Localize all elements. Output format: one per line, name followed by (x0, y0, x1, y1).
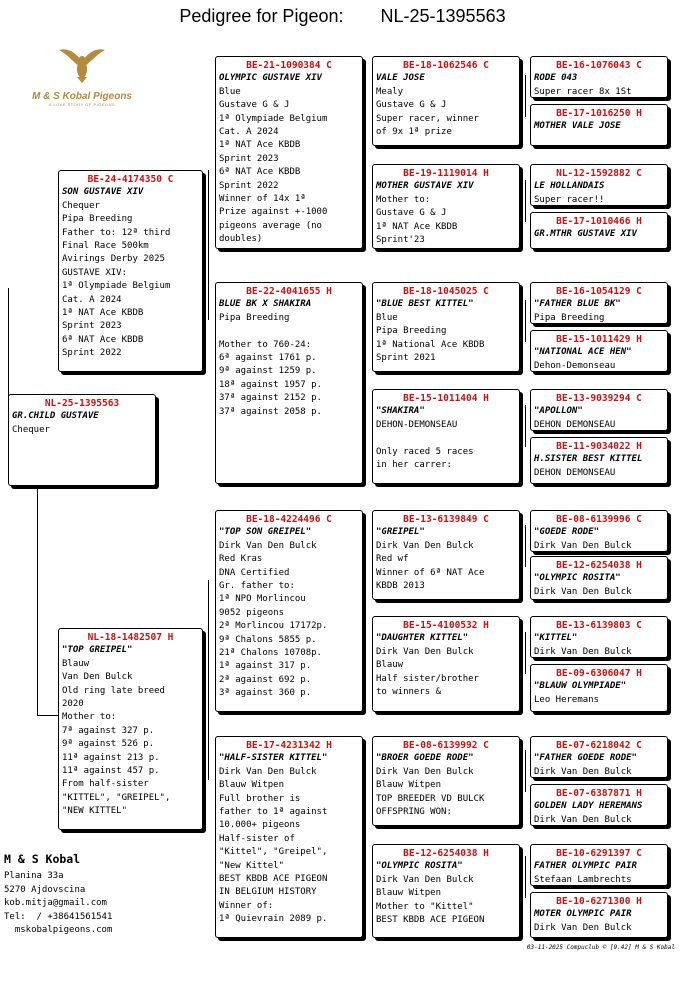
pigeon-detail: Half sister/brother (376, 673, 479, 684)
pigeon-detail: 2ª Morlincou 17172p. (219, 621, 328, 632)
pigeon-detail: 6ª NAT Ace KBDB (219, 167, 301, 178)
ring-number: BE-16-1054129 C (556, 286, 642, 297)
pigeon-detail: Winner of 6ª NAT Ace (376, 567, 485, 578)
pigeon-detail: Prize against +-1000 (219, 207, 328, 218)
pigeon-card-father[interactable] (58, 170, 203, 372)
pigeon-card-mf[interactable] (215, 510, 363, 712)
pigeon-detail: "Kittel", "Greipel", (219, 847, 328, 858)
pigeon-name: "APOLLON" (534, 406, 583, 417)
ring-number: BE-16-1076043 C (556, 60, 642, 71)
ring-number: BE-22-4041655 H (246, 286, 332, 297)
pigeon-detail: Red Kras (219, 554, 263, 565)
ring-number: BE-13-6139849 C (403, 514, 489, 525)
pigeon-name: "SHAKIRA" (376, 406, 425, 417)
pigeon-detail: Dirk Van Den Bulck (534, 766, 632, 777)
pigeon-detail: 1ª National Ace KBDB (376, 339, 485, 350)
ring-number: BE-08-6139992 C (403, 740, 489, 751)
pigeon-detail: Super racer, winner (376, 113, 479, 124)
pigeon-detail: in her carrer: (376, 460, 452, 471)
pigeon-detail: Super racer!! (534, 194, 605, 205)
pigeon-card-mmm[interactable] (372, 844, 520, 938)
owner-line: Planina 33a (4, 871, 64, 882)
pigeon-detail: Mealy (376, 86, 404, 97)
pigeon-detail: of 9x 1ª prize (376, 127, 452, 138)
pigeon-detail: 6ª against 1761 p. (219, 353, 317, 364)
pigeon-detail: Blauw (376, 660, 404, 671)
pigeon-detail: Cat. A 2024 (219, 127, 279, 138)
pigeon-name: "FATHER GOEDE RODE" (534, 753, 637, 764)
pigeon-detail: Sprint 2021 (376, 353, 436, 364)
pigeon-detail: DEHON DEMONSEAU (534, 467, 616, 478)
pigeon-detail: Only raced 5 races (376, 446, 474, 457)
pigeon-detail: Old ring late breed (62, 685, 165, 696)
pigeon-detail: 1ª Olympiade Belgium (219, 113, 328, 124)
pigeon-detail: Leo Heremans (534, 694, 600, 705)
pigeon-detail: Blauw (62, 658, 90, 669)
ring-number: BE-15-1011404 H (403, 393, 489, 404)
pigeon-detail: Blauw Witpen (376, 888, 442, 899)
pigeon-detail: From half-sister (62, 779, 149, 790)
pigeon-detail: 1ª NAT Ace KBDB (376, 221, 458, 232)
pigeon-card-fmff[interactable] (530, 282, 668, 324)
pigeon-name: OLYMPIC GUSTAVE XIV (219, 73, 322, 84)
pigeon-card-mfmf[interactable] (530, 616, 668, 658)
pigeon-detail: "New Kittel" (219, 860, 285, 871)
pigeon-detail: 1ª Olympiade Belgium (62, 281, 171, 292)
pigeon-card-fmmf[interactable] (530, 389, 668, 431)
pigeon-detail: Winner of: (219, 900, 274, 911)
pigeon-detail: Mother to: (376, 194, 431, 205)
pigeon-detail: Dirk Van Den Bulck (376, 874, 474, 885)
pigeon-logo-icon (57, 44, 107, 84)
pigeon-detail: Dirk Van Den Bulck (534, 540, 632, 551)
pigeon-detail: 9ª against 526 p. (62, 739, 155, 750)
owner-name: M & S Kobal (4, 852, 81, 866)
pigeon-detail: Chequer (12, 424, 50, 435)
pigeon-card-ffm[interactable] (372, 164, 520, 249)
pigeon-name: MOTHER GUSTAVE XIV (376, 181, 474, 192)
pigeon-card-ffff[interactable] (530, 56, 668, 98)
pigeon-name: "OLYMPIC ROSITA" (534, 573, 621, 584)
pigeon-card-subject[interactable] (8, 394, 156, 486)
pigeon-detail: Final Race 500km (62, 241, 149, 252)
pigeon-detail: Gustave G & J (219, 100, 290, 111)
pigeon-detail: 21ª Chalons 10708p. (219, 648, 322, 659)
pigeon-detail: 9ª Chalons 5855 p. (219, 634, 317, 645)
logo-tag: A LOVE STORY OF PIGEONS (48, 102, 116, 107)
ring-number: BE-18-1062546 C (403, 60, 489, 71)
pigeon-card-fmmm[interactable] (530, 437, 668, 484)
pigeon-detail: 37ª against 2058 p. (219, 406, 322, 417)
pigeon-detail: Dirk Van Den Bulck (534, 586, 632, 597)
pigeon-detail: Red wf (376, 554, 409, 565)
pigeon-detail: Dirk Van Den Bulck (534, 922, 632, 933)
pigeon-detail: Dirk Van Den Bulck (219, 540, 317, 551)
pigeon-detail: Dehon-Demonseau (534, 360, 616, 371)
pigeon-card-mmmf[interactable] (530, 844, 668, 886)
pigeon-detail: Avirings Derby 2025 (62, 254, 165, 265)
pigeon-name: "TOP SON GREIPEL" (219, 527, 312, 538)
ring-number: BE-18-4224496 C (246, 514, 332, 525)
pigeon-detail: to winners & (376, 687, 442, 698)
pigeon-name: "TOP GREIPEL" (62, 645, 133, 656)
pigeon-card-fmm[interactable] (372, 389, 520, 484)
ring-number: BE-13-6139803 C (556, 620, 642, 631)
ring-number: BE-10-6291397 C (556, 848, 642, 859)
pigeon-detail: Mother to 760-24: (219, 339, 312, 350)
pigeon-name: RODE 043 (534, 73, 578, 84)
pigeon-name: "GREIPEL" (376, 527, 425, 538)
ring-number: BE-07-6218042 C (556, 740, 642, 751)
ring-number: BE-09-6306047 H (556, 668, 642, 679)
owner-email[interactable]: kob.mitja@gmail.com (4, 898, 107, 909)
pigeon-name: "GOEDE RODE" (534, 527, 600, 538)
pigeon-detail: Blue (376, 312, 398, 323)
ring-number: BE-15-1011429 H (556, 334, 642, 345)
pigeon-detail: Gustave G & J (376, 208, 447, 219)
pigeon-detail: Cat. A 2024 (62, 294, 122, 305)
pigeon-name: "OLYMPIC ROSITA" (376, 861, 463, 872)
footer-text: 03-11-2025 Compuclub © [9.42] M & S Kobal (526, 944, 675, 951)
pigeon-card-mmmm[interactable] (530, 892, 668, 938)
pigeon-detail: Mother to: (62, 712, 117, 723)
ring-number: BE-17-4231342 H (246, 740, 332, 751)
pigeon-name: SON GUSTAVE XIV (62, 187, 144, 198)
pigeon-detail: Super racer 8x 1St (534, 86, 632, 97)
pigeon-detail: Dirk Van Den Bulck (376, 540, 474, 551)
pigeon-detail: Van Den Bulck (62, 672, 133, 683)
pigeon-detail: 18ª against 1957 p. (219, 379, 322, 390)
pigeon-card-fff[interactable] (372, 56, 520, 146)
owner-info (4, 853, 112, 937)
pigeon-name: MOTER OLYMPIC PAIR (534, 909, 632, 920)
pigeon-card-ffmm[interactable] (530, 212, 668, 249)
pigeon-detail: Pipa Breeding (219, 312, 290, 323)
page-title (0, 6, 685, 27)
pigeon-name: FATHER OLYMPIC PAIR (534, 861, 637, 872)
pigeon-detail: 11ª against 213 p. (62, 752, 160, 763)
pigeon-detail: pigeons average (no (219, 220, 322, 231)
pigeon-card-fmfm[interactable] (530, 330, 668, 372)
pigeon-name: "DAUGHTER KITTEL" (376, 633, 469, 644)
pigeon-name: "BROER GOEDE RODE" (376, 753, 474, 764)
pigeon-name: BLUE BK X SHAKIRA (219, 299, 312, 310)
pigeon-detail: Dirk Van Den Bulck (376, 766, 474, 777)
pigeon-detail: 9052 pigeons (219, 607, 285, 618)
pigeon-detail: 10.000+ pigeons (219, 820, 301, 831)
ring-number: BE-12-6254038 H (556, 560, 642, 571)
pigeon-detail: BEST KBDB ACE PIGEON (376, 915, 485, 926)
pigeon-card-mm[interactable] (215, 736, 363, 938)
pigeon-detail: Mother to "Kittel" (376, 901, 474, 912)
ring-number: NL-12-1592882 C (556, 168, 642, 179)
pigeon-name: GOLDEN LADY HEREMANS (534, 801, 643, 812)
pigeon-detail: "KITTEL", "GREIPEL", (62, 792, 171, 803)
ring-number: BE-15-4100532 H (403, 620, 489, 631)
pigeon-detail: 2ª against 692 p. (219, 674, 312, 685)
ring-number: BE-13-9039294 C (556, 393, 642, 404)
pigeon-detail: Stefaan Lambrechts (534, 874, 632, 885)
pigeon-detail: 1ª NPO Morlincou (219, 594, 306, 605)
pigeon-detail: Sprint 2023 (62, 321, 122, 332)
ring-number: BE-11-9034022 H (556, 441, 642, 452)
pigeon-detail: Dirk Van Den Bulck (534, 814, 632, 825)
pigeon-detail: Pipa Breeding (376, 326, 447, 337)
pigeon-name: LE HOLLANDAIS (534, 181, 605, 192)
pigeon-detail: Sprint'23 (376, 235, 425, 246)
pigeon-detail: BEST KBDB ACE PIGEON (219, 874, 328, 885)
pigeon-card-mfmm[interactable] (530, 664, 668, 712)
ring-number: BE-08-6139996 C (556, 514, 642, 525)
pigeon-card-mother[interactable] (58, 628, 203, 830)
pigeon-card-mfm[interactable] (372, 616, 520, 712)
pigeon-detail: Father to: 12ª third (62, 227, 171, 238)
pigeon-detail: Chequer (62, 200, 100, 211)
pigeon-detail: 11ª against 457 p. (62, 766, 160, 777)
pigeon-detail: Half-sister of (219, 833, 295, 844)
pigeon-card-fffm[interactable] (530, 104, 668, 146)
pigeon-name: "HALF-SISTER KITTEL" (219, 753, 328, 764)
pigeon-detail: Winner of 14x 1ª (219, 194, 306, 205)
ring-number: NL-25-1395563 (44, 398, 120, 409)
pigeon-name: GR.MTHR GUSTAVE XIV (534, 229, 637, 240)
pigeon-card-mmf[interactable] (372, 736, 520, 826)
pigeon-card-ff[interactable] (215, 56, 363, 249)
pigeon-name: H.SISTER BEST KITTEL (534, 454, 643, 465)
pigeon-detail: Sprint 2022 (62, 348, 122, 359)
pigeon-detail: TOP BREEDER VD BULCK (376, 793, 485, 804)
owner-phone: Tel: / +38641561541 (4, 911, 113, 922)
pigeon-detail: 1ª Quievrain 2089 p. (219, 914, 328, 925)
pigeon-detail: KBDB 2013 (376, 581, 425, 592)
pigeon-detail: Sprint 2023 (219, 153, 279, 164)
ring-number: BE-21-1090384 C (246, 60, 332, 71)
pigeon-detail: 7ª against 327 p. (62, 725, 155, 736)
ring-number: BE-18-1045025 C (403, 286, 489, 297)
pigeon-detail: Gustave G & J (376, 100, 447, 111)
pigeon-detail: 9ª against 1259 p. (219, 366, 317, 377)
pigeon-detail: IN BELGIUM HISTORY (219, 887, 317, 898)
ring-number: BE-24-4174350 C (87, 174, 174, 185)
pigeon-card-mmff[interactable] (530, 736, 668, 778)
pigeon-detail: Full brother is (219, 793, 301, 804)
pigeon-card-mfff[interactable] (530, 510, 668, 552)
pigeon-detail: Blauw Witpen (219, 780, 285, 791)
pigeon-detail: Blue (219, 86, 241, 97)
pigeon-card-mmfm[interactable] (530, 784, 668, 826)
ring-number: BE-07-6387871 H (556, 788, 642, 799)
pigeon-detail: father to 1ª against (219, 807, 328, 818)
pigeon-detail: Pipa Breeding (534, 312, 605, 323)
owner-website[interactable]: mskobalpigeons.com (4, 925, 113, 936)
pigeon-name: VALE JOSE (376, 73, 425, 84)
pigeon-detail (219, 325, 359, 338)
title-ring: NL-25-1395563 (380, 6, 506, 26)
ring-number: NL-18-1482507 H (87, 632, 174, 643)
ring-number: BE-17-1016250 H (556, 108, 642, 119)
owner-line: 5270 Ajdovscina (4, 884, 86, 895)
pigeon-detail: doubles) (219, 234, 263, 245)
pigeon-detail: 6ª NAT Ace KBDB (62, 334, 144, 345)
pigeon-name: "BLUE BEST KITTEL" (376, 299, 474, 310)
pigeon-detail: 3ª against 360 p. (219, 688, 312, 699)
ring-number: BE-19-1119014 H (403, 168, 489, 179)
pigeon-card-mffm[interactable] (530, 556, 668, 600)
pigeon-detail: 1ª against 317 p. (219, 661, 312, 672)
logo-name: M & S Kobal Pigeons (31, 91, 132, 102)
pigeon-card-mff[interactable] (372, 510, 520, 600)
pigeon-detail: DEHON DEMONSEAU (534, 419, 616, 430)
pigeon-detail (376, 432, 516, 445)
pigeon-detail: Dirk Van Den Bulck (219, 766, 317, 777)
pigeon-detail: OFFSPRING WON: (376, 807, 452, 818)
pigeon-detail: 1ª NAT Ace KBDB (62, 308, 144, 319)
pigeon-detail: Dirk Van Den Bulck (376, 646, 474, 657)
pigeon-name: "FATHER BLUE BK" (534, 299, 621, 310)
title-prefix: Pedigree for Pigeon: (179, 6, 344, 26)
pigeon-detail: Gr. father to: (219, 581, 295, 592)
pigeon-card-fm[interactable] (215, 282, 363, 484)
pigeon-name: "BLAUW OLYMPIADE" (534, 681, 627, 692)
pigeon-detail: Pipa Breeding (62, 214, 133, 225)
ring-number: BE-17-1010466 H (556, 216, 642, 227)
pigeon-detail: Dirk Van Den Bulck (534, 646, 632, 657)
pigeon-detail: DNA Certified (219, 567, 290, 578)
pigeon-name: "KITTEL" (534, 633, 578, 644)
pigeon-name: "NATIONAL ACE HEN" (534, 347, 632, 358)
logo (30, 44, 134, 107)
pigeon-name: GR.CHILD GUSTAVE (12, 411, 99, 422)
ring-number: BE-12-6254038 H (403, 848, 489, 859)
pigeon-card-ffmf[interactable] (530, 164, 668, 206)
pigeon-detail: "NEW KITTEL" (62, 806, 128, 817)
pigeon-detail: 1ª NAT Ace KBDB (219, 140, 301, 151)
pigeon-detail: Sprint 2022 (219, 180, 279, 191)
pigeon-detail: 2020 (62, 699, 84, 710)
pigeon-detail: 37ª against 2152 p. (219, 393, 322, 404)
pigeon-detail: GUSTAVE XIV: (62, 267, 128, 278)
pigeon-detail: Blauw Witpen (376, 780, 442, 791)
pigeon-card-fmf[interactable] (372, 282, 520, 372)
ring-number: BE-10-6271300 H (556, 896, 642, 907)
pigeon-detail: DEHON-DEMONSEAU (376, 419, 458, 430)
pigeon-name: MOTHER VALE JOSE (534, 121, 621, 132)
